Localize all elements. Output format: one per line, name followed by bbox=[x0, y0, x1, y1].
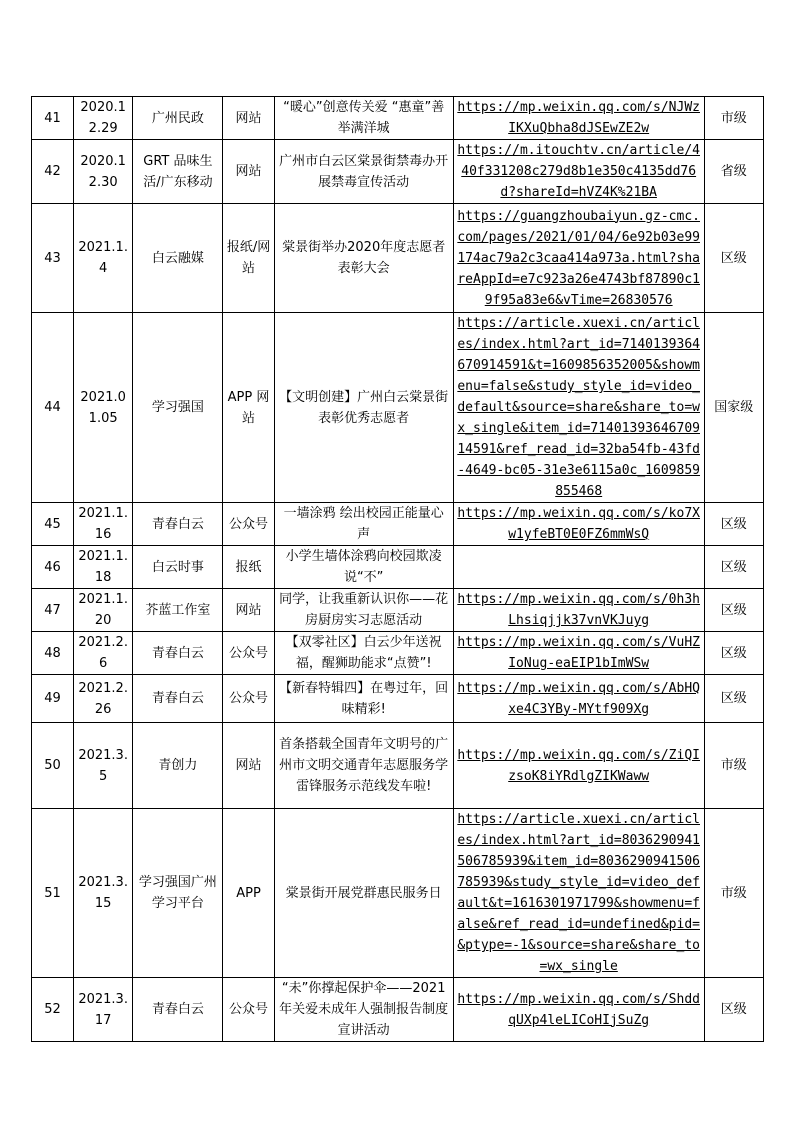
table-row bbox=[32, 589, 764, 632]
outlet-cell: 白云融媒 bbox=[133, 204, 223, 313]
level-cell: 区级 bbox=[704, 503, 763, 546]
title-cell: “暖心”创意传关爱 “惠童”善举满洋城 bbox=[274, 97, 453, 140]
table-row bbox=[32, 204, 764, 313]
date-cell: 2021.1.18 bbox=[73, 546, 132, 589]
date-cell: 2021.3.15 bbox=[73, 809, 132, 978]
url-link[interactable]: https://mp.weixin.qq.com/s/ShddqUXp4leLICoHIjSuZg bbox=[453, 978, 704, 1042]
level-cell: 区级 bbox=[704, 978, 763, 1042]
date-cell: 2021.2.26 bbox=[73, 675, 132, 723]
table-row bbox=[32, 632, 764, 675]
row-number: 47 bbox=[32, 589, 74, 632]
date-cell: 2020.12.29 bbox=[73, 97, 132, 140]
level-cell: 市级 bbox=[704, 97, 763, 140]
table-row bbox=[32, 809, 764, 978]
title-cell: 【新春特辑四】在粤过年，回味精彩! bbox=[274, 675, 453, 723]
row-number: 41 bbox=[32, 97, 74, 140]
date-cell: 2021.2.6 bbox=[73, 632, 132, 675]
level-cell: 区级 bbox=[704, 546, 763, 589]
media-type-cell: APP bbox=[223, 809, 274, 978]
outlet-cell: 青春白云 bbox=[133, 503, 223, 546]
url-link[interactable]: https://mp.weixin.qq.com/s/0h3hLhsiqjjk37vnVKJuyg bbox=[453, 589, 704, 632]
title-cell: 小学生墙体涂鸦向校园欺凌说“不” bbox=[274, 546, 453, 589]
media-type-cell: 网站 bbox=[223, 589, 274, 632]
row-number: 48 bbox=[32, 632, 74, 675]
row-number: 43 bbox=[32, 204, 74, 313]
title-cell: 棠景街举办2020年度志愿者表彰大会 bbox=[274, 204, 453, 313]
title-cell: “未”你撑起保护伞——2021年关爱未成年人强制报告制度宣讲活动 bbox=[274, 978, 453, 1042]
date-cell: 2020.12.30 bbox=[73, 140, 132, 204]
media-type-cell: 公众号 bbox=[223, 503, 274, 546]
outlet-cell: 青春白云 bbox=[133, 632, 223, 675]
outlet-cell: 青春白云 bbox=[133, 675, 223, 723]
outlet-cell: 芥蓝工作室 bbox=[133, 589, 223, 632]
level-cell: 市级 bbox=[704, 809, 763, 978]
row-number: 42 bbox=[32, 140, 74, 204]
media-type-cell: APP 网站 bbox=[223, 313, 274, 503]
outlet-cell: 青春白云 bbox=[133, 978, 223, 1042]
title-cell: 棠景街开展党群惠民服务日 bbox=[274, 809, 453, 978]
outlet-cell: 广州民政 bbox=[133, 97, 223, 140]
url-link[interactable]: https://mp.weixin.qq.com/s/VuHZIoNug-eaEIP1bImWSw bbox=[453, 632, 704, 675]
level-cell: 国家级 bbox=[704, 313, 763, 503]
media-coverage-table bbox=[31, 96, 764, 1042]
table-row bbox=[32, 140, 764, 204]
url-link[interactable]: https://article.xuexi.cn/articles/index.html?art_id=7140139364670914591&t=1609856352005&showmenu=false&study_style_id=video_default&source=share&share_to=wx_single&item_id=7140139364670914591&ref_read_id=32ba54fb-43fd-4649-bc05-31e3e6115a0c_1609859855468 bbox=[453, 313, 704, 503]
table-row bbox=[32, 546, 764, 589]
date-cell: 2021.01.05 bbox=[73, 313, 132, 503]
level-cell: 区级 bbox=[704, 675, 763, 723]
row-number: 52 bbox=[32, 978, 74, 1042]
media-type-cell: 报纸/网站 bbox=[223, 204, 274, 313]
media-type-cell: 公众号 bbox=[223, 978, 274, 1042]
title-cell: 首条搭载全国青年文明号的广州市文明交通青年志愿服务学雷锋服务示范线发车啦! bbox=[274, 723, 453, 809]
media-type-cell: 网站 bbox=[223, 140, 274, 204]
date-cell: 2021.1.20 bbox=[73, 589, 132, 632]
level-cell: 区级 bbox=[704, 204, 763, 313]
title-cell: 广州市白云区棠景街禁毒办开展禁毒宣传活动 bbox=[274, 140, 453, 204]
level-cell: 区级 bbox=[704, 632, 763, 675]
outlet-cell: GRT 品味生活/广东移动 bbox=[133, 140, 223, 204]
table-row bbox=[32, 978, 764, 1042]
date-cell: 2021.3.17 bbox=[73, 978, 132, 1042]
media-type-cell: 公众号 bbox=[223, 632, 274, 675]
outlet-cell: 白云时事 bbox=[133, 546, 223, 589]
table-row bbox=[32, 503, 764, 546]
level-cell: 省级 bbox=[704, 140, 763, 204]
url-link[interactable]: https://m.itouchtv.cn/article/440f331208c279d8b1e350c4135dd76d?shareId=hVZ4K%21BA bbox=[453, 140, 704, 204]
url-link[interactable]: https://guangzhoubaiyun.gz-cmc.com/pages/2021/01/04/6e92b03e99174ac79a2c3caa414a973a.html?shareAppId=e7c923a26e4743bf87890c19f95a83e6&vTime=26830576 bbox=[453, 204, 704, 313]
url-link[interactable]: https://mp.weixin.qq.com/s/NJWzIKXuQbha8dJSEwZE2w bbox=[453, 97, 704, 140]
outlet-cell: 学习强国 bbox=[133, 313, 223, 503]
row-number: 50 bbox=[32, 723, 74, 809]
date-cell: 2021.3.5 bbox=[73, 723, 132, 809]
media-type-cell: 网站 bbox=[223, 97, 274, 140]
row-number: 49 bbox=[32, 675, 74, 723]
table-row bbox=[32, 313, 764, 503]
outlet-cell: 学习强国广州学习平台 bbox=[133, 809, 223, 978]
url-link[interactable]: https://mp.weixin.qq.com/s/AbHQxe4C3YBy-MYtf909Xg bbox=[453, 675, 704, 723]
row-number: 46 bbox=[32, 546, 74, 589]
title-cell: 一墙涂鸦 绘出校园正能量心声 bbox=[274, 503, 453, 546]
title-cell: 【双零社区】白云少年送祝福，醒狮助能求“点赞”! bbox=[274, 632, 453, 675]
outlet-cell: 青创力 bbox=[133, 723, 223, 809]
title-cell: 同学，让我重新认识你——花房厨房实习志愿活动 bbox=[274, 589, 453, 632]
media-type-cell: 网站 bbox=[223, 723, 274, 809]
url-link[interactable]: https://mp.weixin.qq.com/s/ZiQIzsoK8iYRdlgZIKWaww bbox=[453, 723, 704, 809]
url-link[interactable]: https://mp.weixin.qq.com/s/ko7Xw1yfeBT0E0FZ6mmWsQ bbox=[453, 503, 704, 546]
url-link[interactable] bbox=[453, 546, 704, 589]
table-row bbox=[32, 97, 764, 140]
title-cell: 【文明创建】广州白云棠景街表彰优秀志愿者 bbox=[274, 313, 453, 503]
date-cell: 2021.1.16 bbox=[73, 503, 132, 546]
row-number: 45 bbox=[32, 503, 74, 546]
media-type-cell: 报纸 bbox=[223, 546, 274, 589]
table-row bbox=[32, 723, 764, 809]
level-cell: 市级 bbox=[704, 723, 763, 809]
row-number: 44 bbox=[32, 313, 74, 503]
table-row bbox=[32, 675, 764, 723]
row-number: 51 bbox=[32, 809, 74, 978]
level-cell: 区级 bbox=[704, 589, 763, 632]
date-cell: 2021.1.4 bbox=[73, 204, 132, 313]
media-type-cell: 公众号 bbox=[223, 675, 274, 723]
url-link[interactable]: https://article.xuexi.cn/articles/index.html?art_id=8036290941506785939&item_id=8036290941506785939&study_style_id=video_default&t=1616301971799&showmenu=false&ref_read_id=undefined&pid=&ptype=-1&source=share&share_to=wx_single bbox=[453, 809, 704, 978]
